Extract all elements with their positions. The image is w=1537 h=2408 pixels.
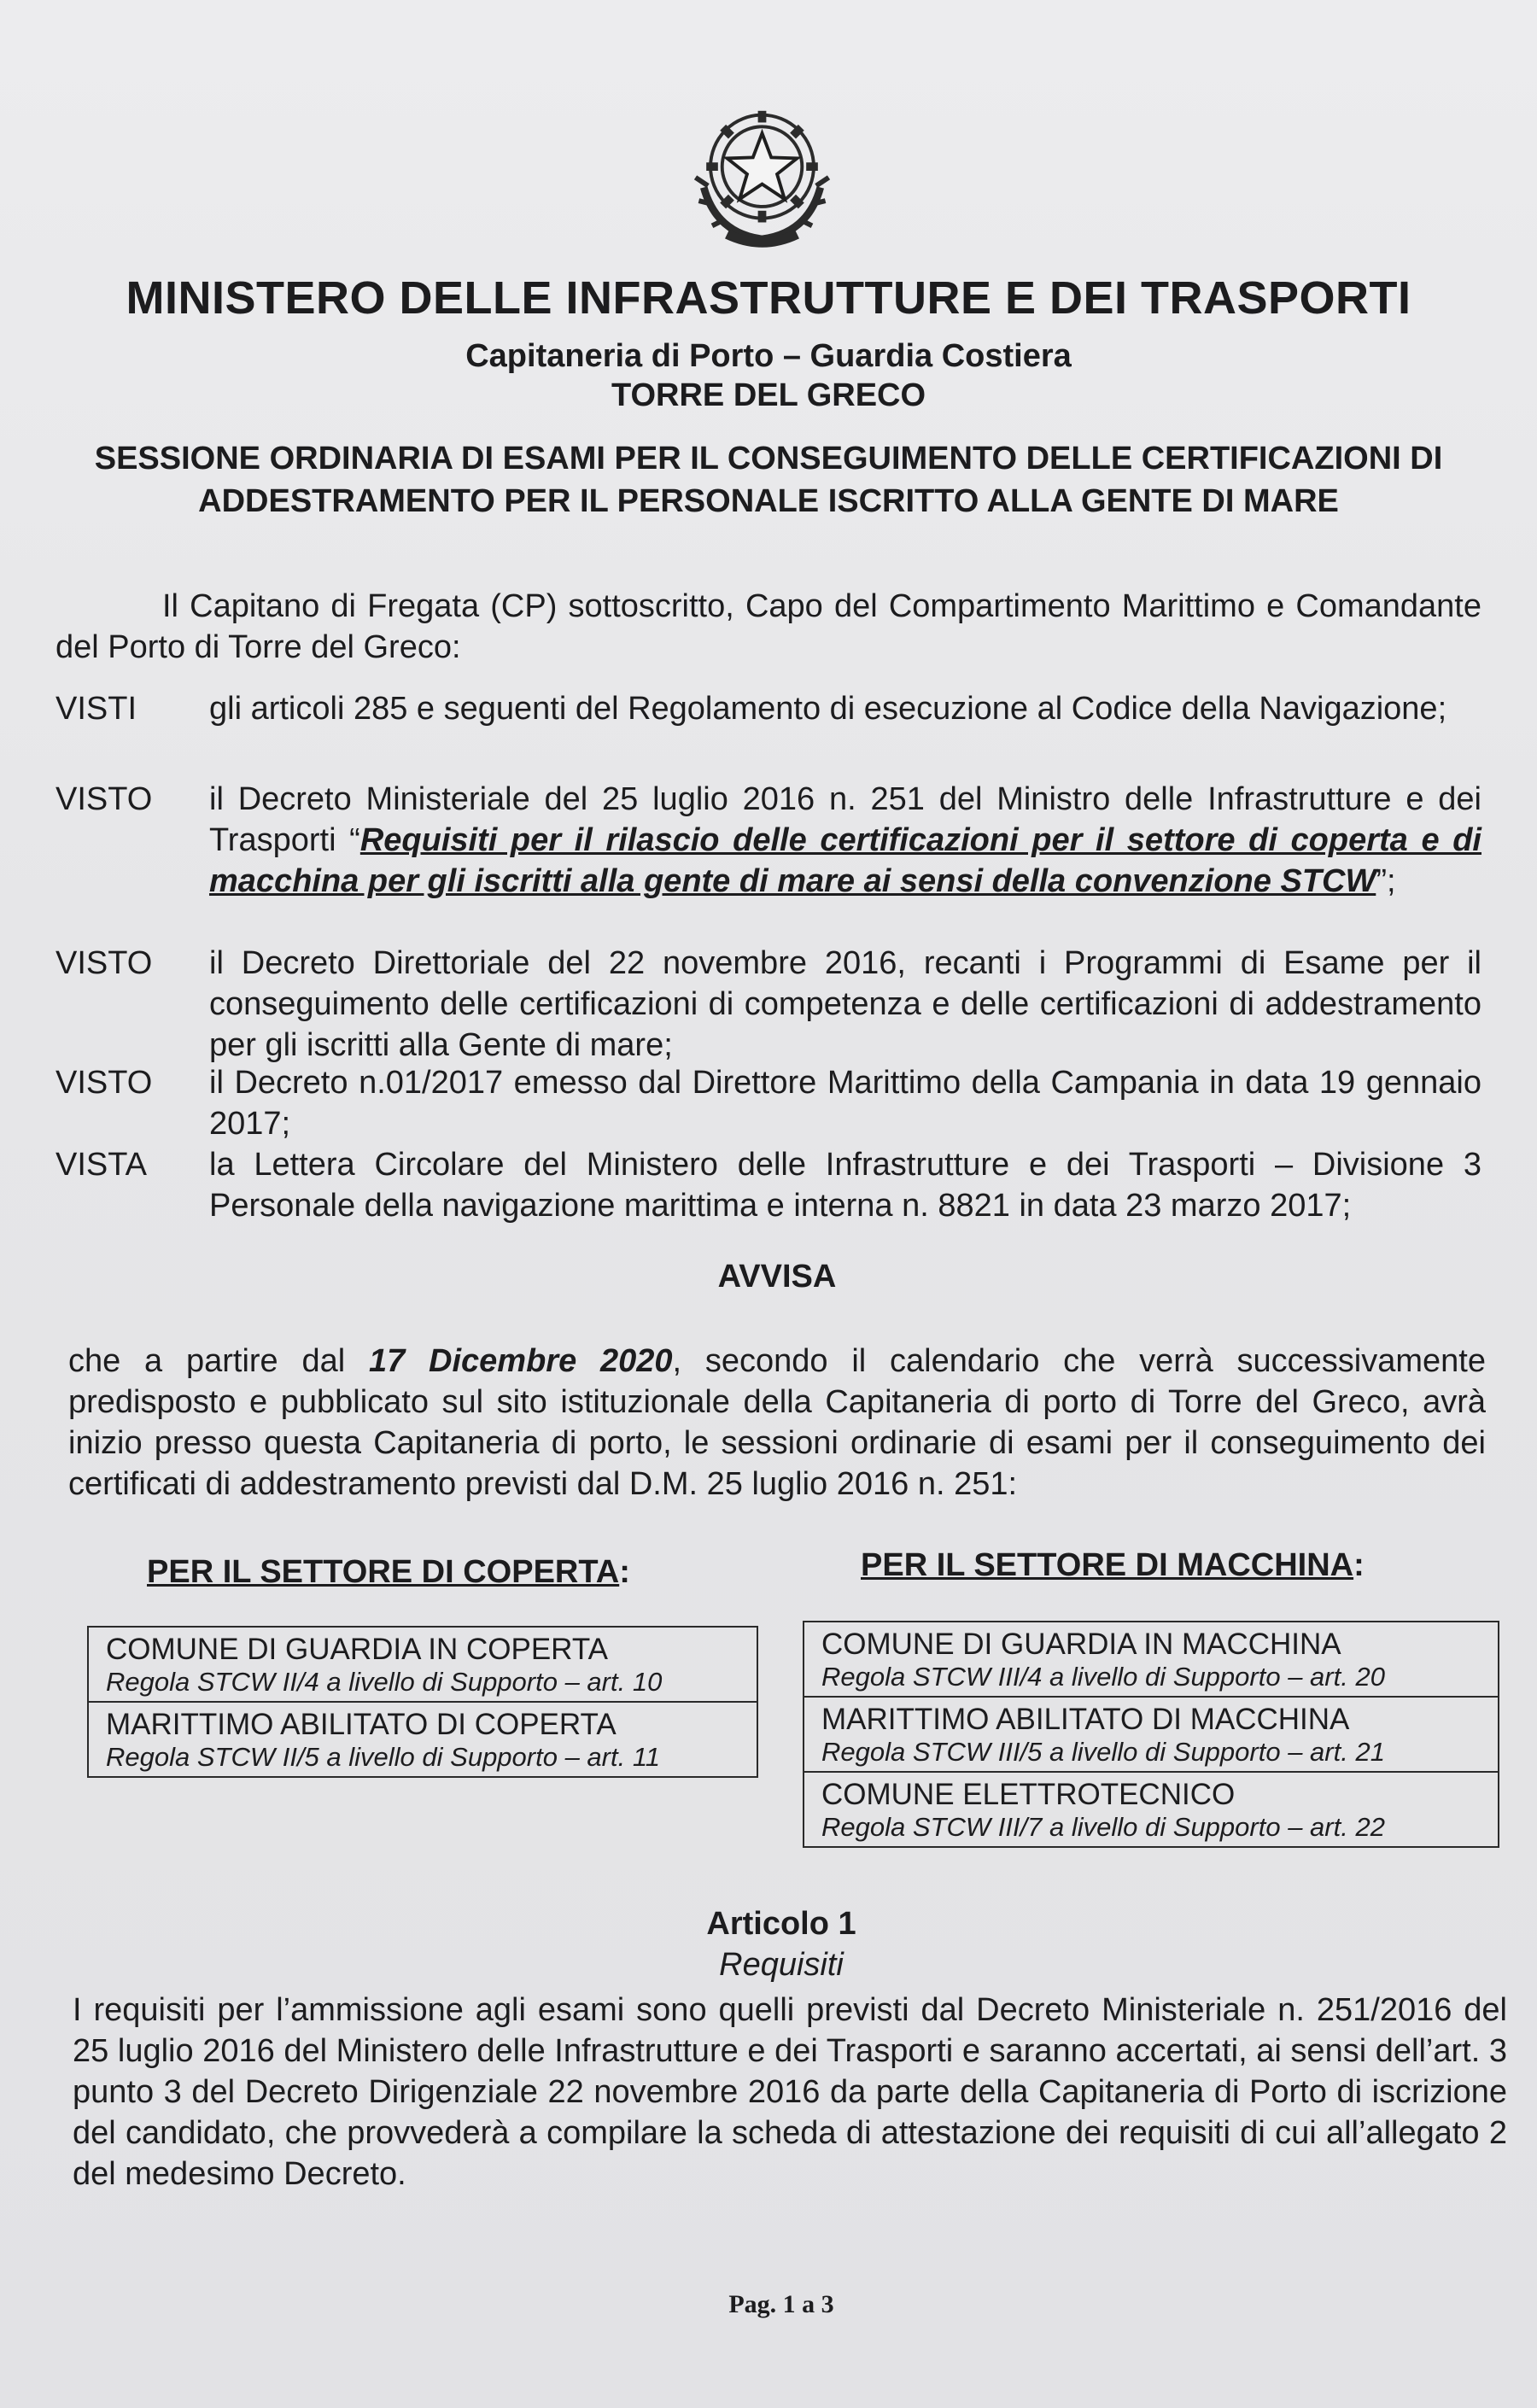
certificate-rule: Regola STCW II/4 a livello di Supporto – art. 10	[106, 1667, 663, 1697]
article-title: Articolo 1	[706, 1906, 856, 1942]
consideration-item	[56, 1144, 1481, 1226]
certificate-name: MARITTIMO ABILITATO DI COPERTA	[106, 1708, 617, 1741]
deck-sector-title-text: PER IL SETTORE DI COPERTA	[147, 1554, 620, 1590]
consideration-keyword: VISTO	[56, 945, 153, 981]
consideration-text: gli articoli 285 e seguenti del Regolamento di esecuzione al Codice della Navigazione;	[209, 691, 1447, 727]
deck-certificates-table	[87, 1626, 758, 1778]
consideration-item	[56, 688, 1481, 770]
engine-sector-title	[861, 1547, 1365, 1584]
table-cell	[804, 1697, 1499, 1772]
intro-text: Il Capitano di Fregata (CP) sottoscritto, Capo del Compartimento Marittimo e Comandante del Porto di Torre del Greco:	[56, 588, 1481, 665]
consideration-text: il Decreto Direttoriale del 22 novembre 2016, recanti i Programmi di Esame per il conseguimento delle certificazioni di competenza e delle certificazioni di addestramento per gli iscritti alla Gente di mare;	[209, 945, 1481, 1063]
engine-sector-title-text: PER IL SETTORE DI MACCHINA	[861, 1547, 1354, 1583]
session-title: SESSIONE ORDINARIA DI ESAMI PER IL CONSEGUIMENTO DELLE CERTIFICAZIONI DI ADDESTRAMENTO PER IL PERSONALE ISCRITTO ALLA GENTE DI MARE	[94, 441, 1443, 519]
decree-title-emphasis: Requisiti per il rilascio delle certificazioni per il settore di coperta e di macchina per gli iscritti alla gente di mare ai sensi della convenzione STCW	[209, 822, 1481, 899]
table-row	[804, 1697, 1499, 1772]
start-date: 17 Dicembre 2020	[368, 1343, 673, 1379]
deck-sector-title	[147, 1554, 630, 1591]
engine-sector-colon: :	[1353, 1547, 1365, 1583]
table-row	[88, 1627, 757, 1702]
notice-text-after: , secondo il calendario che verrà successivamente predisposto e pubblicato sul sito istituzionale della Capitaneria di porto di Torre del Greco, avrà inizio presso questa Capitaneria di porto, le sessioni ordinarie di esami per il conseguimento dei certificati di addestramento previsti dal D.M. 25 luglio 2016 n. 251:	[68, 1343, 1486, 1502]
certificate-name: COMUNE DI GUARDIA IN MACCHINA	[821, 1628, 1341, 1661]
table-row	[804, 1772, 1499, 1847]
consideration-text-before: il Decreto Ministeriale del 25 luglio 2016 n. 251 del Ministro delle Infrastrutture e dei Trasporti “	[209, 781, 1481, 858]
notice-paragraph	[68, 1341, 1486, 1505]
table-cell	[88, 1702, 757, 1777]
consideration-keyword: VISTI	[56, 691, 137, 727]
page-number: Pag. 1 a 3	[728, 2290, 834, 2318]
deck-sector-colon: :	[619, 1554, 630, 1590]
consideration-item	[56, 943, 1481, 1066]
intro-paragraph	[56, 586, 1481, 668]
italian-republic-emblem-icon	[679, 85, 845, 256]
table-row	[88, 1702, 757, 1777]
article-text: I requisiti per l’ammissione agli esami sono quelli previsti dal Decreto Ministeriale n. 251/2016 del 25 luglio 2016 del Ministero delle Infrastrutture e dei Trasporti e saranno accertati, ai sensi dell’art. 3 punto 3 del Decreto Dirigenziale 22 novembre 2016 da parte della Capitaneria di Porto di iscrizione del candidato, che provvederà a compilare la scheda di attestazione dei requisiti di cui all’allegato 2 del medesimo Decreto.	[73, 1992, 1507, 2192]
consideration-keyword: VISTO	[56, 1065, 153, 1101]
notice-text-before: che a partire dal	[68, 1343, 369, 1379]
table-cell	[804, 1622, 1499, 1697]
avvisa-heading: AVVISA	[717, 1259, 837, 1295]
certificate-name: COMUNE DI GUARDIA IN COPERTA	[106, 1633, 608, 1666]
consideration-text	[209, 779, 1481, 902]
table-row	[804, 1622, 1499, 1697]
certificate-name: MARITTIMO ABILITATO DI MACCHINA	[821, 1703, 1350, 1736]
article-subtitle: Requisiti	[719, 1947, 844, 1983]
certificate-rule: Regola STCW III/5 a livello di Supporto – art. 21	[821, 1737, 1385, 1767]
consideration-keyword: VISTO	[56, 781, 153, 817]
consideration-item	[56, 779, 1481, 943]
certificate-rule: Regola STCW II/5 a livello di Supporto – art. 11	[106, 1742, 661, 1772]
certificate-rule: Regola STCW III/4 a livello di Supporto – art. 20	[821, 1662, 1385, 1692]
office-name: Capitaneria di Porto – Guardia Costiera	[465, 338, 1072, 374]
engine-certificates-table	[803, 1621, 1499, 1848]
certificate-name: COMUNE ELETTROTECNICO	[821, 1778, 1236, 1811]
consideration-keyword: VISTA	[56, 1147, 147, 1183]
consideration-text: la Lettera Circolare del Ministero delle Infrastrutture e dei Trasporti – Divisione 3 Personale della navigazione marittima e interna n. 8821 in data 23 marzo 2017;	[209, 1147, 1481, 1224]
consideration-text: il Decreto n.01/2017 emesso dal Direttore Marittimo della Campania in data 19 gennaio 2017;	[209, 1065, 1481, 1142]
office-city: TORRE DEL GRECO	[611, 377, 926, 413]
ministry-title: MINISTERO DELLE INFRASTRUTTURE E DEI TRASPORTI	[126, 272, 1411, 324]
table-cell	[88, 1627, 757, 1702]
certificate-rule: Regola STCW III/7 a livello di Supporto – art. 22	[821, 1812, 1385, 1842]
table-cell	[804, 1772, 1499, 1847]
consideration-text-after: ”;	[1376, 863, 1396, 899]
consideration-item	[56, 1062, 1481, 1144]
